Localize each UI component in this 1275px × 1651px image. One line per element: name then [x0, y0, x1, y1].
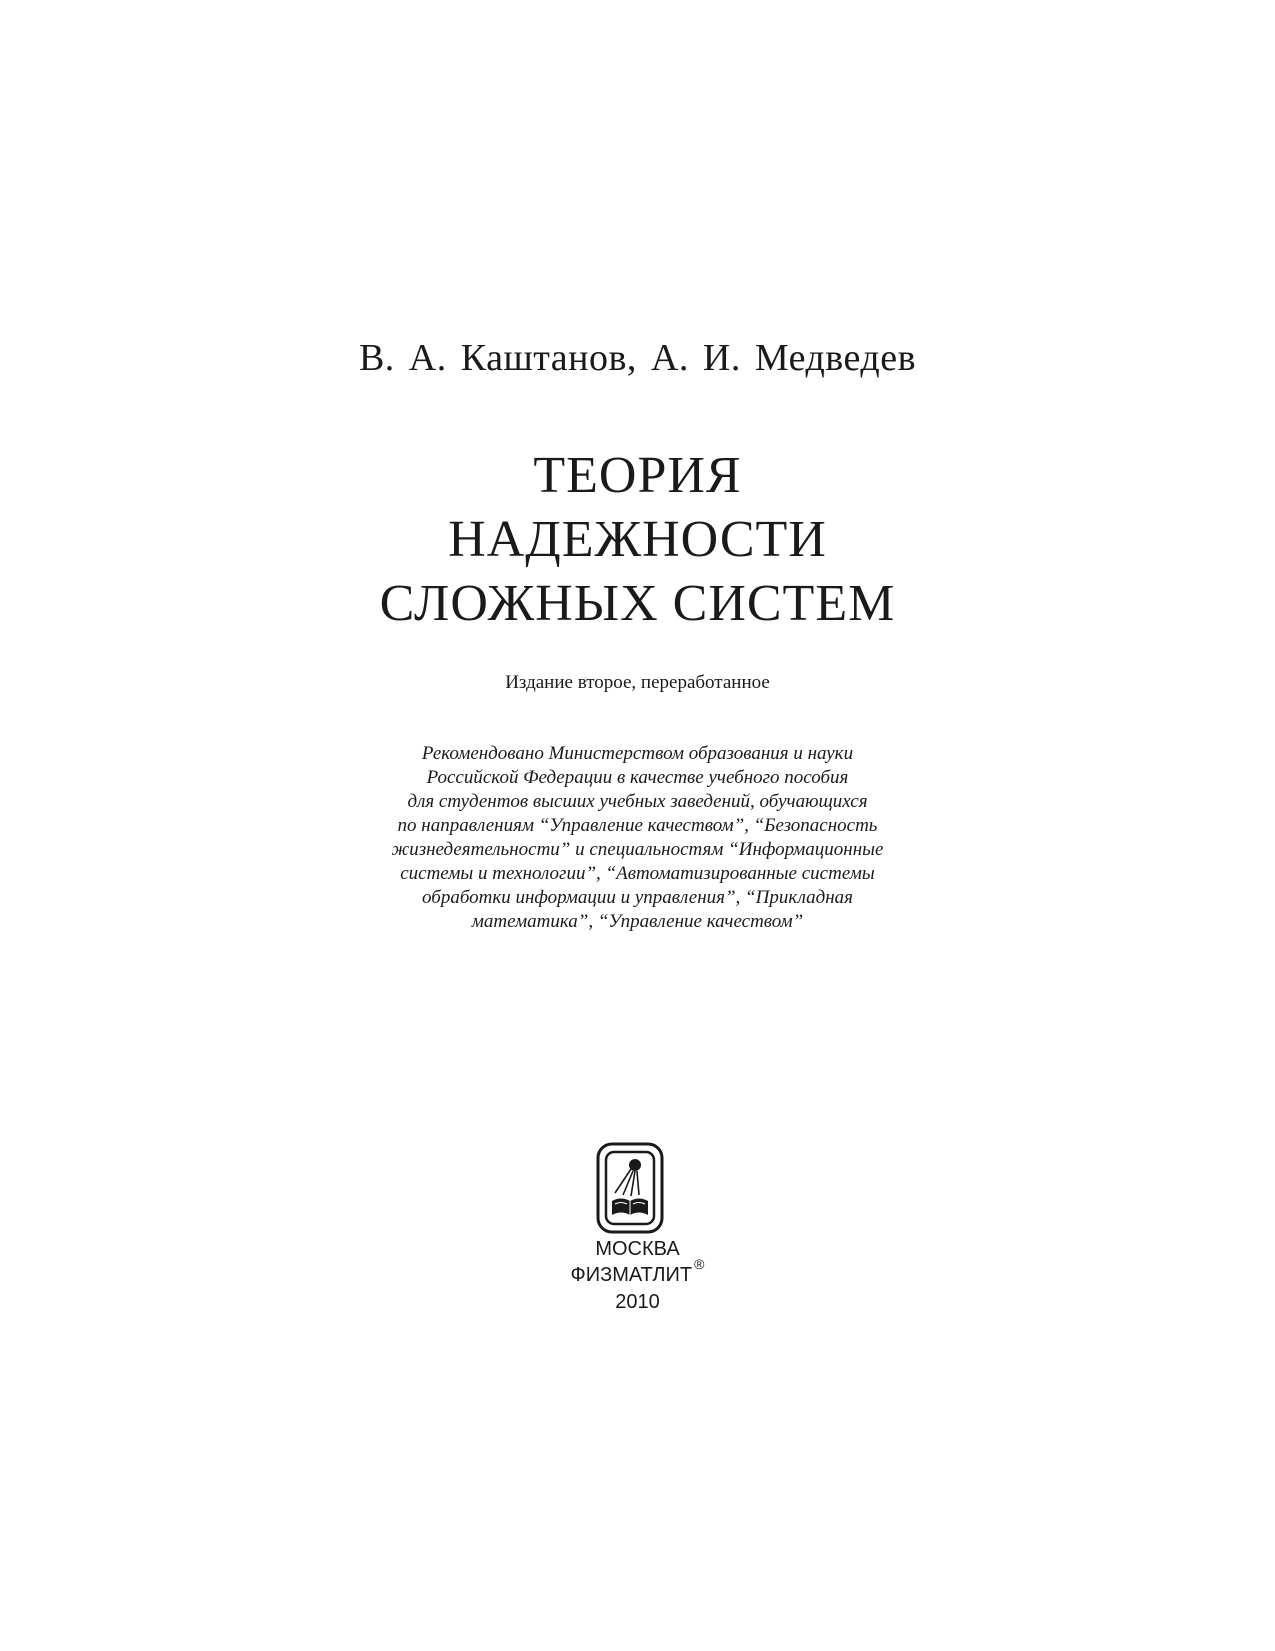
publisher-name-line: [0, 1256, 1275, 1289]
recommendation-text: [0, 742, 1275, 934]
edition-note: Издание второе, переработанное: [505, 672, 770, 693]
publication-year: 2010: [615, 1291, 660, 1313]
title-line: ТЕОРИЯ: [533, 447, 742, 504]
authors: В. А. Каштанов, А. И. Медведев: [358, 337, 917, 379]
recommendation-line: системы и технологии”, “Автоматизированные системы: [400, 863, 875, 884]
title-line: НАДЕЖНОСТИ: [448, 511, 827, 568]
recommendation-line: Рекомендовано Министерством образования и науки: [421, 743, 854, 764]
book-title: [0, 444, 1275, 636]
publisher-name: ФИЗМАТЛИТ: [570, 1264, 693, 1286]
publisher-city: МОСКВА: [595, 1238, 680, 1260]
recommendation-line: Российской Федерации в качестве учебного пособия: [426, 767, 849, 788]
registered-mark: ®: [694, 1256, 705, 1272]
title-line: СЛОЖНЫХ СИСТЕМ: [379, 575, 896, 632]
recommendation-line: обработки информации и управления”, “Прикладная: [422, 887, 853, 908]
publisher-block: [0, 1236, 1275, 1315]
recommendation-line: жизнедеятельности” и специальностям “Информационные: [391, 839, 884, 860]
recommendation-line: по направлениям “Управление качеством”, “Безопасность: [397, 815, 878, 836]
recommendation-line: математика”, “Управление качеством”: [471, 911, 804, 932]
publisher-logo-icon: [595, 1141, 665, 1235]
recommendation-line: для студентов высших учебных заведений, обучающихся: [407, 791, 868, 812]
